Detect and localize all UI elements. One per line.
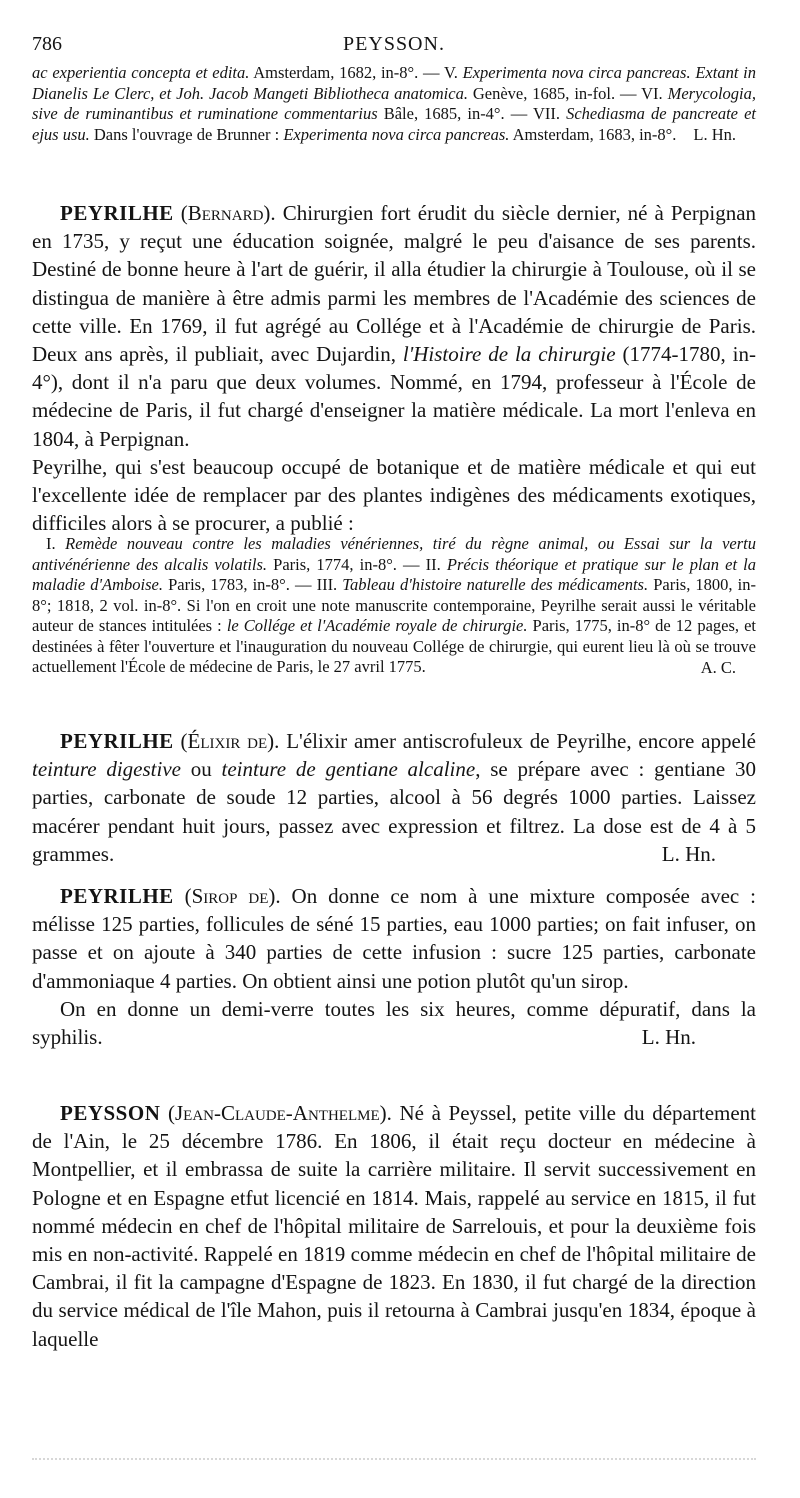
entry-body: On en donne un demi-verre toutes les six heures, comme dépuratif, dans la syphilis. xyxy=(32,996,756,1050)
entry-headword: PEYRILHE xyxy=(60,884,174,908)
entry-bibliography xyxy=(32,534,756,678)
author-signature: L. Hn. xyxy=(661,842,716,867)
bib-text: Paris, 1774, in-8°. — II. xyxy=(267,554,447,574)
entry-book-title: l'Histoire de la chirurgie xyxy=(402,342,616,367)
entry-body xyxy=(32,199,756,453)
bibliography-list xyxy=(32,534,756,678)
entry-peyrilhe-sirop xyxy=(32,882,756,1051)
bib-number: I. xyxy=(46,534,66,553)
entry-text: Né à Peyssel, petite ville du département de l'Ain, le 25 décembre 1786. En 1806, il était reçu docteur en médecine à Montpellier, et il embrassa de suite la carrière militaire. Il servit successivement en Pologne et en Espagne etfut licencié en 1814. Mais, rappelé au service en 1815, il fut nommé médecin en chef de l'hôpital militaire de Sarrelouis, et pour la deuxième fois mis en non-activité. Rappelé en 1819 comme médecin en chef de l'hôpital militaire de Cambrai, il fit la campagne d'Espagne de 1823. En 1830, il fut chargé de la direction du service médical de l'île Mahon, puis il retourna à Cambrai jusqu'en 1834, époque à laquelle xyxy=(32,1101,756,1351)
bib-text: Amsterdam, 1682, in-8°. — V. xyxy=(249,63,463,82)
entry-qualifier: (Jean-Claude-Anthelme). xyxy=(167,1101,392,1125)
page-header xyxy=(32,33,756,57)
bib-text: Dans l'ouvrage de Brunner : xyxy=(89,124,284,144)
bib-title: Merycologia, sive de ruminantibus et ruminatione commentarius xyxy=(32,83,757,123)
entry-headword: PEYRILHE xyxy=(60,729,174,753)
bib-title: Remède nouveau contre les maladies vénériennes, tiré du règne animal, ou Essai sur la vertu antivénérienne des alcalis volatils. xyxy=(32,534,756,574)
cut-off-line xyxy=(32,1458,756,1474)
entry-body: Peyrilhe, qui s'est beaucoup occupé de botanique et de matière médicale et qui eut l'excellente idée de remplacer par des plantes indigènes des médicaments exotiques, difficiles alors à se procurer, a publié : xyxy=(32,454,756,536)
running-head: PEYSSON. xyxy=(343,33,445,55)
entry-headword: PEYRILHE xyxy=(60,201,174,225)
entry-text: , se prépare avec : gentiane 30 parties, carbonate de soude 12 parties, alcool à 56 degrés 1000 parties. Laissez macérer pendant huit jours, passez avec expression et filtrez. La dose est de 4 à 5 grammes. xyxy=(32,757,756,866)
bib-text: Bâle, 1685, in-4°. — VII. xyxy=(377,104,567,123)
bib-title: ac experientia concepta et edita. xyxy=(32,63,250,82)
bib-title: Précis théorique et pratique sur le plan et la maladie d'Amboise. xyxy=(32,554,756,594)
bib-text: Paris, 1800, in-8°; 1818, 2 vol. in-8°. Si l'on en croit une note manuscrite contemporaine, Peyrilhe serait aussi le véritable auteur de stances intitulées : xyxy=(32,575,756,635)
bib-text: Paris, 1775, in-8° de 12 pages, et destinées à fêter l'ouverture et l'inauguration du nouveau Collége de chirurgie, qui eurent lieu là où se trouve actuellement l'École de médecine de Paris, le 27 avril 1775. xyxy=(32,616,756,676)
entry-text: Chirurgien fort érudit du siècle dernier, né à Perpignan en 1735, y reçut une éducation soignée, malgré le peu d'aisance de ses parents. Destiné de bonne heure à l'art de guérir, il alla étudier la chirurgie à Toulouse, où il se distingua de manière à être admis parmi les membres de l'Académie des sciences de cette ville. En 1769, il fut agrégé au Collége et à l'Académie de chirurgie de Paris. Deux ans après, il publiait, avec Dujardin, xyxy=(32,201,757,367)
author-signature: L. Hn. xyxy=(693,125,736,144)
entry-italic: teinture de gentiane alcaline xyxy=(221,757,476,782)
entry-qualifier: (Élixir de). xyxy=(180,729,280,753)
entry-peyrilhe-bernard xyxy=(32,199,756,537)
page-number: 786 xyxy=(32,33,62,55)
entry-body xyxy=(32,882,756,995)
continued-bibliography-text xyxy=(32,63,756,145)
bib-title: Experimenta nova circa pancreas. xyxy=(283,124,510,144)
entry-qualifier: (Sirop de). xyxy=(184,884,281,908)
entry-text: (1774-1780, in-4°), dont il n'a paru que deux volumes. Nommé, en 1794, professeur à l'École de médecine de Paris, il fut chargé d'enseigner la matière médicale. La mort l'enleva en 1804, à Perpignan. xyxy=(32,342,756,451)
bib-title: le Collége et l'Académie royale de chirurgie. xyxy=(226,616,528,635)
entry-qualifier: (Bernard). xyxy=(180,201,276,225)
entry-italic: teinture digestive xyxy=(32,757,181,782)
author-signature: L. Hn. xyxy=(641,1025,696,1050)
entry-text: L'élixir amer antiscrofuleux de Peyrilhe, encore appelé xyxy=(279,729,756,753)
bib-title: Experimenta nova circa pancreas. Extant in Dianelis Le Clerc, et Joh. Jacob Mangeti Bibliotheca anatomica. xyxy=(32,63,756,103)
entry-headword: PEYSSON xyxy=(60,1101,161,1125)
entry-body xyxy=(32,1099,756,1353)
continued-bibliography xyxy=(32,63,756,146)
bib-title: Schediasma de pancreate et ejus usu. xyxy=(32,104,756,144)
entry-text: ou xyxy=(180,757,222,782)
bib-text: Genève, 1685, in-fol. — VI. xyxy=(467,83,668,103)
entry-peyrilhe-elixir xyxy=(32,727,756,868)
bib-text: Paris, 1783, in-8°. — III. xyxy=(163,575,343,594)
bib-title: Tableau d'histoire naturelle des médicaments. xyxy=(342,575,649,594)
author-signature: A. C. xyxy=(700,657,736,677)
bib-text: Amsterdam, 1683, in-8°. xyxy=(509,124,677,144)
entry-peysson xyxy=(32,1099,756,1353)
entry-text: On donne ce nom à une mixture composée avec : mélisse 125 parties, follicules de séné 15 parties, eau 1000 parties; on fait infuser, on passe et on ajoute à 340 parties de cette infusion : sucre 125 parties, carbonate d'ammoniaque 4 parties. On obtient ainsi une potion plutôt qu'un sirop. xyxy=(32,884,757,993)
